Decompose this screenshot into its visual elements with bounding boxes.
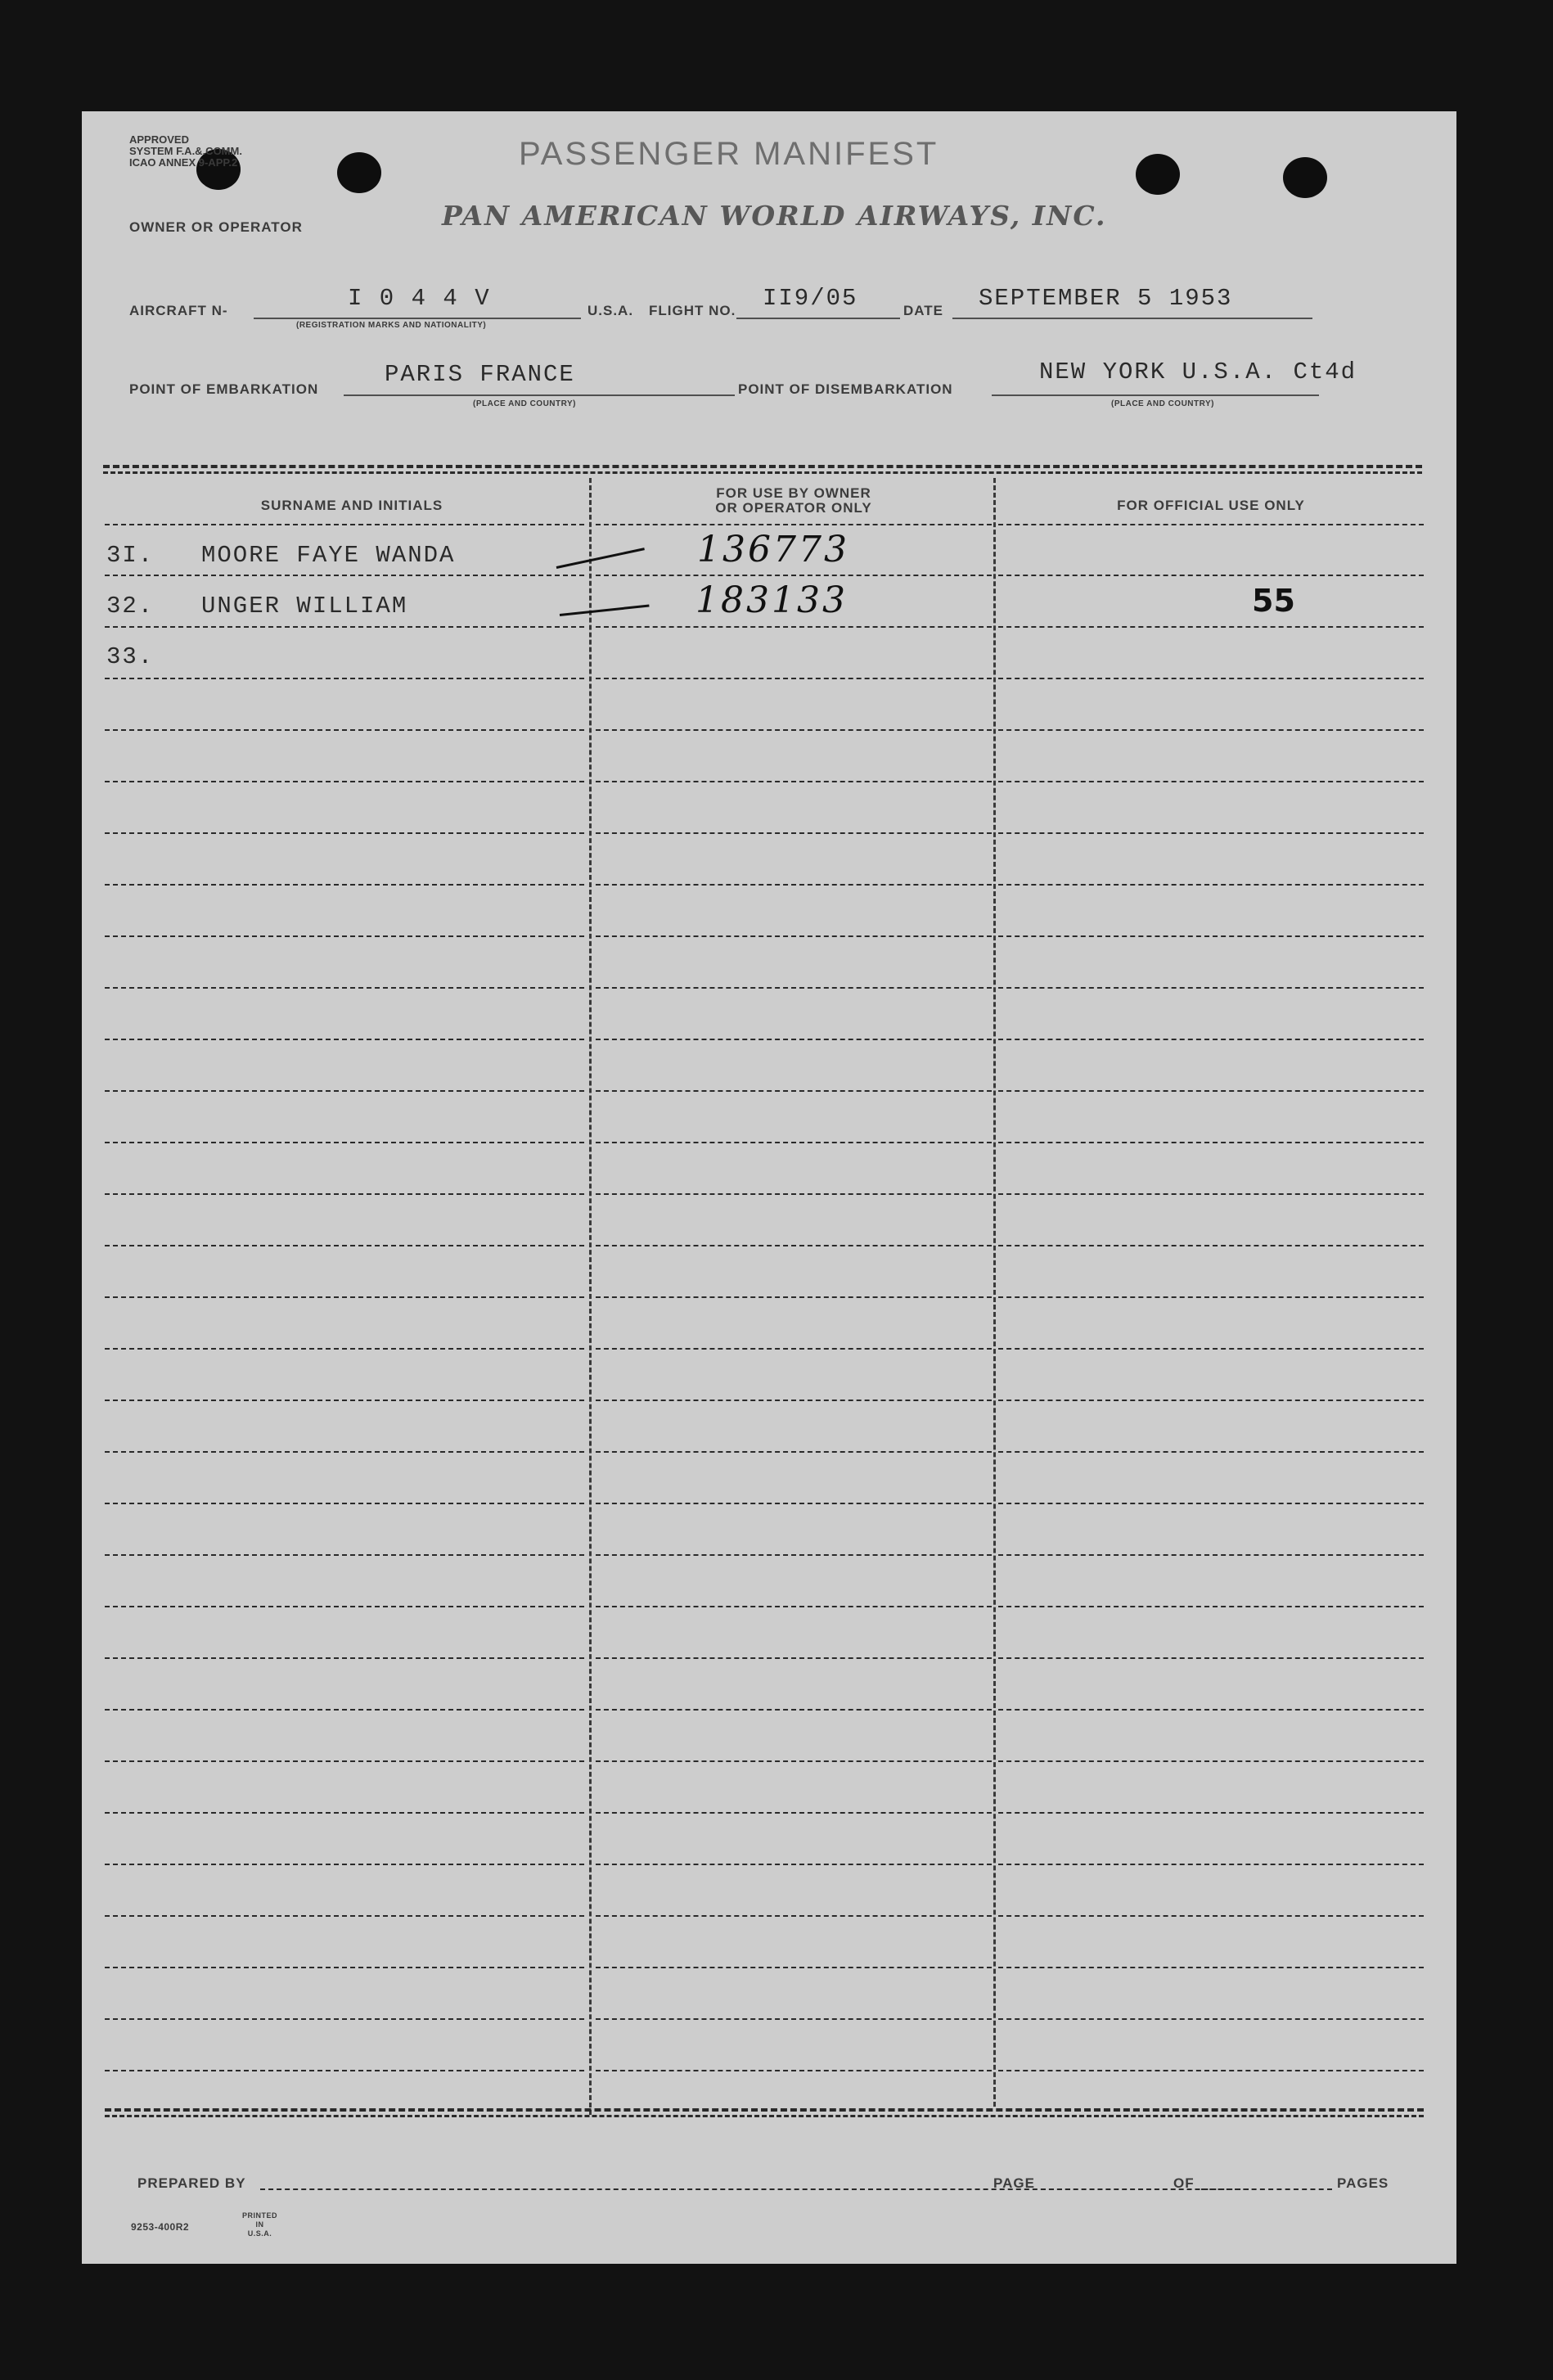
check-mark [556,548,645,569]
row-rule [596,1193,992,1195]
registration-note: (REGISTRATION MARKS AND NATIONALITY) [296,321,487,330]
place-note-disembark: (PLACE AND COUNTRY) [1111,399,1214,408]
row-rule [998,1812,1424,1814]
row-rule [596,1554,992,1556]
row-rule [596,1864,992,1865]
row-rule [105,1039,584,1040]
disembark-line [992,394,1319,396]
row-number: 3I. [106,542,155,569]
row-rule [105,1142,584,1143]
row-rule [998,1142,1424,1143]
row-rule [596,678,992,679]
row-rule [998,575,1424,576]
header-official: FOR OFFICIAL USE ONLY [1117,498,1305,513]
of-label: OF [1173,2175,1195,2191]
row-rule [596,832,992,834]
row-rule [998,1915,1424,1917]
row-rule [998,2018,1424,2020]
page-label: PAGE [993,2175,1035,2191]
row-rule [105,1503,584,1504]
row-rule [596,987,992,989]
row-rule [998,1503,1424,1504]
place-note-embark: (PLACE AND COUNTRY) [473,399,576,408]
row-rule [596,1400,992,1401]
form-number: 9253-400R2 [131,2221,190,2233]
flight-value: II9/05 [763,285,858,312]
date-label: DATE [903,303,944,318]
row-rule [998,1245,1424,1246]
row-rule [998,1296,1424,1298]
table-top-border [103,465,1422,468]
row-rule [998,729,1424,731]
row-rule [105,1554,584,1556]
row-rule [105,575,584,576]
row-rule [998,1709,1424,1711]
company-name: PAN AMERICAN WORLD AIRWAYS, INC. [442,200,1107,232]
owner-code: 183133 [695,579,848,621]
row-rule [105,1090,584,1092]
header-owner-use: FOR USE BY OWNER OR OPERATOR ONLY [715,485,872,516]
punch-hole [1283,157,1327,198]
passenger-name: MOORE FAYE WANDA [201,542,456,569]
row-rule [105,1812,584,1814]
row-rule [596,524,992,525]
row-rule [105,678,584,679]
row-rule [998,1967,1424,1968]
row-rule [105,1245,584,1246]
row-rule [105,1709,584,1711]
header-surname: SURNAME AND INITIALS [260,498,443,513]
check-mark [560,605,650,616]
row-rule [105,1400,584,1401]
prepared-by-label: PREPARED BY [137,2175,246,2191]
row-rule [998,1451,1424,1453]
row-rule [105,1915,584,1917]
disembark-label: POINT OF DISEMBARKATION [738,381,953,397]
row-rule [105,1451,584,1453]
usa-label: U.S.A. [587,303,634,318]
row-rule [998,1554,1424,1556]
row-rule [998,935,1424,937]
row-rule [998,884,1424,886]
flight-line [736,318,900,319]
row-rule [998,832,1424,834]
row-rule [998,1657,1424,1659]
row-rule [998,1606,1424,1607]
row-rule [596,1503,992,1504]
row-rule [596,1760,992,1762]
row-rule [105,1296,584,1298]
row-rule [105,2018,584,2020]
row-rule [596,1915,992,1917]
manifest-form [82,111,1456,2264]
row-rule [596,1451,992,1453]
row-rule [596,1039,992,1040]
embark-value: PARIS FRANCE [385,361,575,388]
row-rule [998,781,1424,782]
row-rule [105,524,584,525]
row-rule [105,832,584,834]
row-rule [105,1967,584,1968]
row-rule [998,987,1424,989]
disembark-value: NEW YORK U.S.A. Ct4d [1039,358,1357,385]
pages-label: PAGES [1337,2175,1389,2191]
row-rule [998,678,1424,679]
row-number: 33. [106,643,155,670]
row-rule [105,1348,584,1350]
row-rule [998,1400,1424,1401]
row-rule [998,1039,1424,1040]
row-rule [596,1348,992,1350]
row-rule [596,575,992,576]
row-rule [596,1657,992,1659]
row-rule [596,1245,992,1246]
row-rule [596,1812,992,1814]
table-bottom-border [105,2115,1424,2117]
row-rule [998,1760,1424,1762]
aircraft-line [254,318,581,319]
row-rule [596,729,992,731]
prepared-by-line [260,2188,1070,2190]
embark-label: POINT OF EMBARKATION [129,381,319,397]
row-rule [105,781,584,782]
official-value: 55 [1252,583,1295,619]
date-value: SEPTEMBER 5 1953 [979,285,1233,312]
row-rule [596,1606,992,1607]
row-rule [596,2018,992,2020]
row-rule [105,1606,584,1607]
row-rule [105,1657,584,1659]
row-rule [596,781,992,782]
row-rule [105,1760,584,1762]
aircraft-value: I 0 4 4 V [348,285,491,312]
punch-hole [1136,154,1180,195]
row-rule [596,1090,992,1092]
row-rule [998,626,1424,628]
row-rule [596,884,992,886]
flight-label: FLIGHT NO. [649,303,736,318]
row-rule [105,1193,584,1195]
row-rule [596,935,992,937]
row-rule [105,987,584,989]
row-rule [596,1709,992,1711]
aircraft-label: AIRCRAFT N- [129,303,228,318]
row-rule [105,884,584,886]
owner-code: 136773 [697,529,849,570]
row-rule [998,1193,1424,1195]
row-rule [596,1967,992,1968]
embark-line [344,394,735,396]
printed-note: PRINTED IN U.S.A. [242,2211,278,2238]
column-divider [589,478,592,2115]
approval-note: APPROVED SYSTEM F.A.&.COMM. ICAO ANNEX 9-APP.2 [129,133,242,169]
date-line [952,318,1312,319]
of-line [1201,2188,1332,2190]
row-rule [105,626,584,628]
row-rule [998,1090,1424,1092]
row-rule [998,1864,1424,1865]
punch-hole [337,152,381,193]
row-rule [596,1296,992,1298]
row-rule [998,2070,1424,2071]
row-rule [596,2070,992,2071]
form-title: PASSENGER MANIFEST [519,136,939,172]
passenger-name: UNGER WILLIAM [201,593,408,620]
row-rule [105,1864,584,1865]
row-rule [105,729,584,731]
table-top-border [103,471,1422,474]
table-bottom-border [105,2108,1424,2112]
row-rule [596,1142,992,1143]
column-divider [993,478,996,2107]
row-rule [998,1348,1424,1350]
row-number: 32. [106,593,155,620]
row-rule [105,935,584,937]
owner-label: OWNER OR OPERATOR [129,219,303,235]
row-rule [105,2070,584,2071]
row-rule [998,524,1424,525]
row-rule [596,626,992,628]
